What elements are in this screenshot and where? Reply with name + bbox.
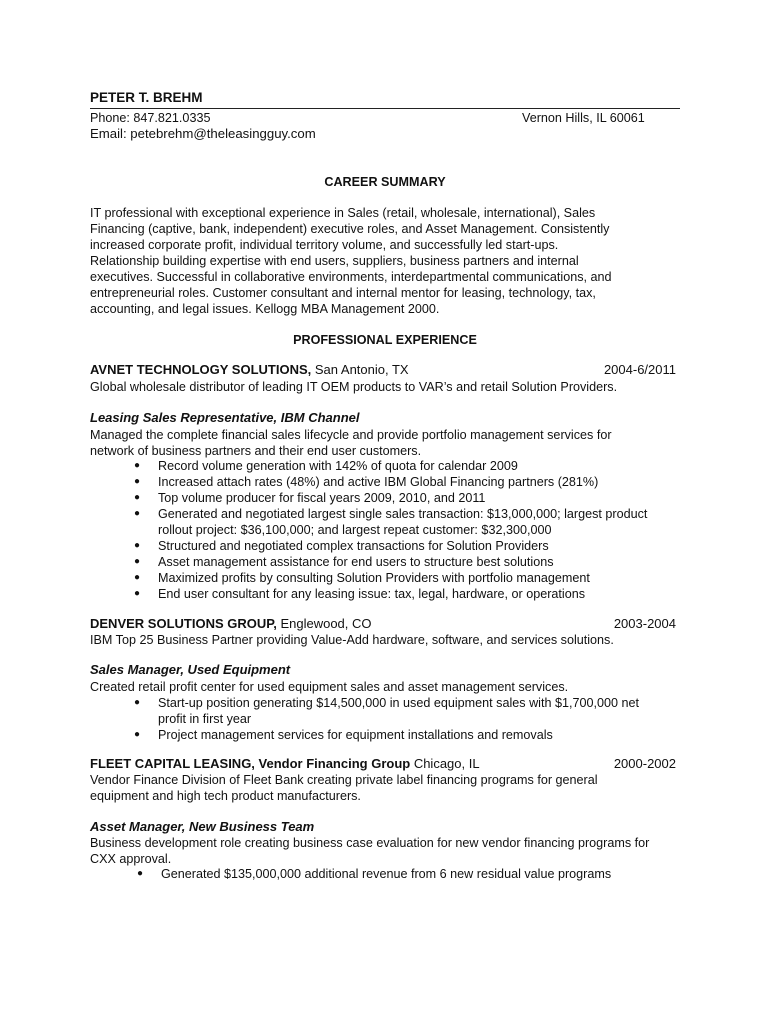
company-location: Englewood, CO <box>276 616 372 631</box>
description-line: IBM Top 25 Business Partner providing Value-Add hardware, software, and services solutions. <box>90 633 614 647</box>
bullet-text: Top volume producer for fiscal years 2009, 2010, and 2011 <box>158 491 486 505</box>
list-item <box>134 554 647 570</box>
role-description <box>90 679 675 695</box>
job-header-avnet <box>90 362 676 378</box>
list-item <box>134 506 647 538</box>
bullet-text: Structured and negotiated complex transactions for Solution Providers <box>158 539 549 553</box>
phone-line: Phone: 847.821.0335 <box>90 111 211 125</box>
bullet-icon: ● <box>134 492 141 503</box>
email-line: Email: petebrehm@theleasingguy.com <box>90 126 316 141</box>
summary-line: increased corporate profit, individual territory volume, and successfully led start-ups. <box>90 238 559 252</box>
description-line: network of business partners and their end user customers. <box>90 444 422 458</box>
bullet-text: Start-up position generating $14,500,000 in used equipment sales with $1,700,000 net <box>158 696 640 710</box>
company-name: AVNET TECHNOLOGY SOLUTIONS, <box>90 362 312 377</box>
description-line: Global wholesale distributor of leading IT OEM products to VAR’s and retail Solution Providers. <box>90 380 618 394</box>
bullet-icon: ● <box>134 697 141 708</box>
company-description <box>90 772 675 804</box>
bullet-icon: ● <box>134 572 141 583</box>
job-header-fleet <box>90 756 676 772</box>
job-title: Sales Manager, Used Equipment <box>90 662 291 677</box>
job-dates: 2003-2004 <box>613 616 676 631</box>
achievement-list <box>134 695 639 743</box>
bullet-text: rollout project: $36,100,000; and largest repeat customer: $32,300,000 <box>158 523 552 537</box>
description-line: Vendor Finance Division of Fleet Bank creating private label financing programs for general <box>90 773 598 787</box>
career-summary-text <box>90 205 675 317</box>
job-header-denver <box>90 616 676 632</box>
address-line: Vernon Hills, IL 60061 <box>522 111 645 125</box>
company-location: San Antonio, TX <box>311 362 409 377</box>
description-line: Created retail profit center for used equipment sales and asset management services. <box>90 680 569 694</box>
list-item <box>134 570 647 586</box>
career-summary-heading: CAREER SUMMARY <box>324 175 446 189</box>
company-description <box>90 379 675 395</box>
bullet-icon: ● <box>134 556 141 567</box>
bullet-text: Generated $135,000,000 additional revenue from 6 new residual value programs <box>161 867 612 881</box>
bullet-icon: ● <box>134 508 141 519</box>
header-rule <box>90 108 680 109</box>
bullet-text: Increased attach rates (48%) and active IBM Global Financing partners (281%) <box>158 475 599 489</box>
list-item <box>134 458 647 474</box>
job-title: Asset Manager, New Business Team <box>90 819 315 834</box>
bullet-icon: ● <box>134 729 141 740</box>
role-description <box>90 427 675 459</box>
summary-line: accounting, and legal issues. Kellogg MBA Management 2000. <box>90 302 440 316</box>
summary-line: Relationship building expertise with end users, suppliers, business partners and internal <box>90 254 579 268</box>
description-line: Managed the complete financial sales lifecycle and provide portfolio management services for <box>90 428 612 442</box>
list-item <box>134 727 639 743</box>
summary-line: entrepreneurial roles. Customer consultant and internal mentor for leasing, technology, tax, <box>90 286 596 300</box>
bullet-text: Asset management assistance for end users to structure best solutions <box>158 555 554 569</box>
list-item <box>134 474 647 490</box>
bullet-icon: ● <box>134 588 141 599</box>
bullet-icon: ● <box>134 540 141 551</box>
description-line: Business development role creating business case evaluation for new vendor financing programs for <box>90 836 650 850</box>
summary-line: executives. Successful in collaborative environments, interdepartmental communications, and <box>90 270 612 284</box>
summary-line: IT professional with exceptional experience in Sales (retail, wholesale, international), Sales <box>90 206 596 220</box>
description-line: CXX approval. <box>90 852 172 866</box>
list-item <box>134 490 647 506</box>
bullet-text: Maximized profits by consulting Solution Providers with portfolio management <box>158 571 590 585</box>
job-dates: 2000-2002 <box>613 756 676 771</box>
list-item <box>137 866 611 882</box>
bullet-text: Record volume generation with 142% of quota for calendar 2009 <box>158 459 518 473</box>
company-description <box>90 632 675 648</box>
list-item <box>134 538 647 554</box>
bullet-text: Generated and negotiated largest single sales transaction: $13,000,000; largest product <box>158 507 648 521</box>
list-item <box>134 586 647 602</box>
role-description <box>90 835 675 867</box>
achievement-list <box>137 866 611 882</box>
company-name: FLEET CAPITAL LEASING, Vendor Financing Group <box>90 756 411 771</box>
list-item <box>134 695 639 727</box>
bullet-text: End user consultant for any leasing issue: tax, legal, hardware, or operations <box>158 587 586 601</box>
job-dates: 2004-6/2011 <box>603 362 676 377</box>
company-location: Chicago, IL <box>410 756 480 771</box>
bullet-text: profit in first year <box>158 712 252 726</box>
summary-line: Financing (captive, bank, independent) executive roles, and Asset Management. Consistently <box>90 222 610 236</box>
company-name: DENVER SOLUTIONS GROUP, <box>90 616 277 631</box>
bullet-text: Project management services for equipment installations and removals <box>158 728 553 742</box>
job-title: Leasing Sales Representative, IBM Channel <box>90 410 360 425</box>
bullet-icon: ● <box>137 868 144 879</box>
applicant-name: PETER T. BREHM <box>90 90 203 105</box>
achievement-list <box>134 458 647 602</box>
bullet-icon: ● <box>134 476 141 487</box>
bullet-icon: ● <box>134 460 141 471</box>
professional-experience-heading: PROFESSIONAL EXPERIENCE <box>293 333 477 347</box>
description-line: equipment and high tech product manufacturers. <box>90 789 361 803</box>
